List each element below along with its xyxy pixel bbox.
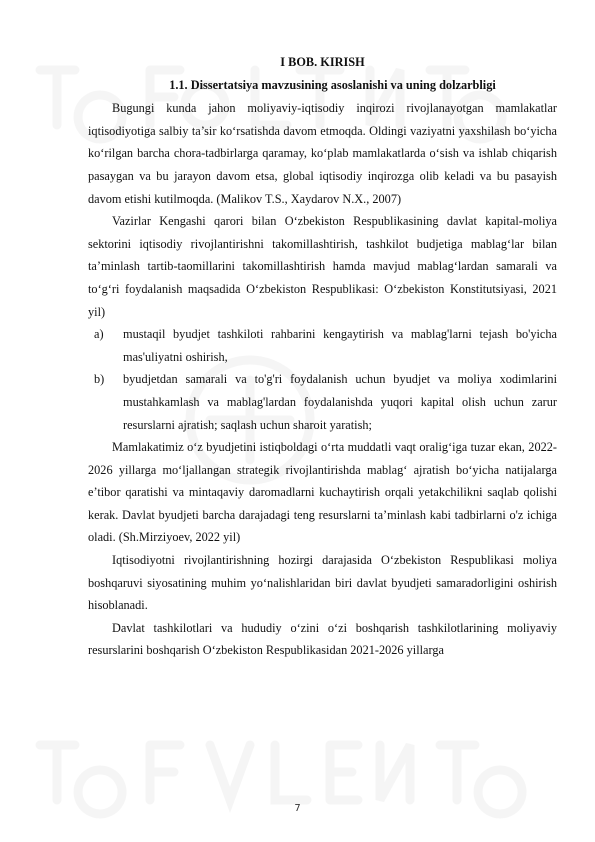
document-page (88, 51, 557, 662)
paragraph-4: Iqtisodiyotni rivojlantirishning hozirgi darajasida O‘zbekiston Respublikasi moliya boshqaruvi siyosatining muhim yo‘nalishlaridan biri davlat byudjeti samaradorligini oshirish hisoblanadi. (88, 553, 557, 613)
list-item-text: mustaqil byudjet tashkiloti rahbarini kengaytirish va mablag'larni tejash bo'yicha mas'uliyatni oshirish, (123, 327, 557, 364)
page-number: 7 (294, 803, 301, 814)
list-marker: a) (94, 327, 104, 342)
list-marker: b) (94, 372, 105, 387)
paragraph-1: Bugungi kunda jahon moliyaviy-iqtisodiy inqirozi rivojlanayotgan mamlakatlar iqtisodiyotiga salbiy ta’sir ko‘rsatishda davom etmoqda. Oldingi vaziyatni yaxshilash bo‘yicha ko‘rilgan barcha chora-tadbirlarga qaramay, ko‘plab mamlakatlarda o‘sish va ishlab chiqarish pasaygan va bu jarayon davom etsa, global iqtisodiy inqirozga olib keladi va bu pasayish davom etishi kutilmoqda. (Malikov T.S., Xaydarov N.X., 2007) (88, 101, 557, 206)
paragraph-2: Vazirlar Kengashi qarori bilan O‘zbekiston Respublikasining davlat kapital-moliya sektorini iqtisodiy rivojlantirishni takomillashtirish, tashkilot budjetiga mablag‘lar bilan ta’minlash tartib-taomillarini takomillashtirish hamda mavjud mablag‘lardan samarali va to‘g‘ri foydalanish maqsadida O‘zbekiston Respublikasi: O‘zbekiston Konstitutsiyasi, 2021 yil) (88, 214, 557, 319)
section-heading: 1.1. Dissertatsiya mavzusining asoslanishi va uning dolzarbligi (169, 77, 496, 92)
list-item (88, 368, 557, 436)
list-item (88, 323, 557, 368)
list-item-text: byudjetdan samarali va to'g'ri foydalanish uchun byudjet va moliya xodimlarini mustahkamlash va mablag'lardan foydalanishda yuqori kapital olish uchun zarur resurslarni ajratish; saqlash uchun sharoit yaratish; (123, 372, 557, 432)
paragraph-5: Davlat tashkilotlari va hududiy o‘zini o‘zi boshqarish tashkilotlarining moliyaviy resurslarini boshqarish O‘zbekiston Respublikasidan 2021-2026 yillarga (88, 620, 557, 658)
ordered-list (88, 323, 557, 436)
chapter-heading: I BOB. KIRISH (280, 55, 365, 69)
paragraph-3: Mamlakatimiz o‘z byudjetini istiqboldagi o‘rta muddatli vaqt oralig‘iga tuzar ekan, 2022-2026 yillarga mo‘ljallangan strategik rivojlantirishda mablag‘ ajratish bo‘yicha natijalarga e’tibor qaratishi va mintaqaviy daromadlarni kuchaytirish orqali yetakchilikni saqlab qolishi kerak. Davlat byudjeti barcha darajadagi teng resurslarni ta’minlash kabi tadbirlarni o'z ichiga oladi. (Sh.Mirziyoev, 2022 yil) (88, 440, 557, 545)
